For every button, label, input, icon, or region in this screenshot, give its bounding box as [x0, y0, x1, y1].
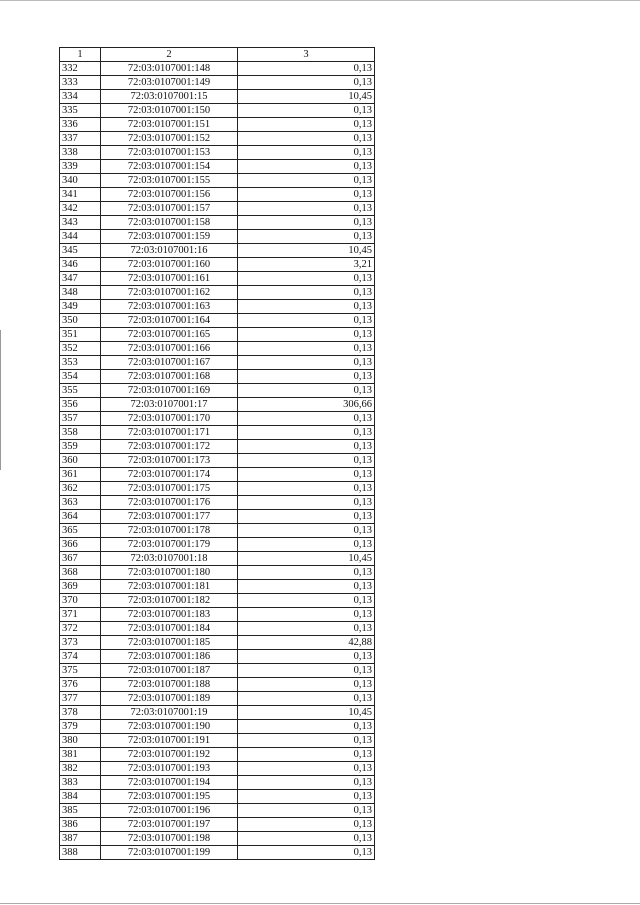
table-row: [60, 454, 375, 468]
cadastral-number: 72:03:0107001:148: [101, 62, 238, 76]
row-value: 0,13: [238, 748, 375, 762]
row-value: 10,45: [238, 706, 375, 720]
row-number: 340: [60, 174, 101, 188]
table-row: [60, 790, 375, 804]
row-number: 338: [60, 146, 101, 160]
row-number: 384: [60, 790, 101, 804]
row-value: 10,45: [238, 552, 375, 566]
row-number: 344: [60, 230, 101, 244]
row-number: 378: [60, 706, 101, 720]
row-number: 376: [60, 678, 101, 692]
row-value: 0,13: [238, 496, 375, 510]
row-number: 343: [60, 216, 101, 230]
cadastral-number: 72:03:0107001:185: [101, 636, 238, 650]
row-number: 365: [60, 524, 101, 538]
cadastral-number: 72:03:0107001:161: [101, 272, 238, 286]
row-value: 0,13: [238, 608, 375, 622]
cadastral-number: 72:03:0107001:162: [101, 286, 238, 300]
table-row: [60, 398, 375, 412]
cadastral-number: 72:03:0107001:155: [101, 174, 238, 188]
table-row: [60, 510, 375, 524]
row-value: 0,13: [238, 342, 375, 356]
row-value: 0,13: [238, 594, 375, 608]
table-row: [60, 300, 375, 314]
cadastral-number: 72:03:0107001:195: [101, 790, 238, 804]
row-value: 0,13: [238, 426, 375, 440]
table-row: [60, 482, 375, 496]
row-number: 351: [60, 328, 101, 342]
row-number: 348: [60, 286, 101, 300]
table-row: [60, 104, 375, 118]
row-value: 0,13: [238, 146, 375, 160]
row-number: 355: [60, 384, 101, 398]
table-row: [60, 552, 375, 566]
cadastral-number: 72:03:0107001:189: [101, 692, 238, 706]
row-number: 335: [60, 104, 101, 118]
table-row: [60, 748, 375, 762]
header-col-3: 3: [238, 48, 375, 62]
cadastral-number: 72:03:0107001:184: [101, 622, 238, 636]
row-number: 334: [60, 90, 101, 104]
table-row: [60, 90, 375, 104]
cadastral-number: 72:03:0107001:159: [101, 230, 238, 244]
cadastral-number: 72:03:0107001:181: [101, 580, 238, 594]
cadastral-number: 72:03:0107001:173: [101, 454, 238, 468]
scan-top-edge: [0, 0, 640, 1]
cadastral-number: 72:03:0107001:163: [101, 300, 238, 314]
table-row: [60, 244, 375, 258]
cadastral-number: 72:03:0107001:170: [101, 412, 238, 426]
row-number: 367: [60, 552, 101, 566]
cadastral-number: 72:03:0107001:167: [101, 356, 238, 370]
table-row: [60, 664, 375, 678]
table-row: [60, 384, 375, 398]
cadastral-number: 72:03:0107001:180: [101, 566, 238, 580]
row-value: 0,13: [238, 734, 375, 748]
cadastral-number: 72:03:0107001:196: [101, 804, 238, 818]
row-number: 339: [60, 160, 101, 174]
table-row: [60, 776, 375, 790]
cadastral-number: 72:03:0107001:15: [101, 90, 238, 104]
cadastral-number: 72:03:0107001:158: [101, 216, 238, 230]
table-row: [60, 762, 375, 776]
table-row: [60, 230, 375, 244]
table-row: [60, 678, 375, 692]
cadastral-number: 72:03:0107001:176: [101, 496, 238, 510]
table-row: [60, 258, 375, 272]
row-number: 360: [60, 454, 101, 468]
table-row: [60, 412, 375, 426]
cadastral-number: 72:03:0107001:190: [101, 720, 238, 734]
table-row: [60, 216, 375, 230]
table-row: [60, 160, 375, 174]
row-value: 0,13: [238, 216, 375, 230]
row-number: 382: [60, 762, 101, 776]
cadastral-number: 72:03:0107001:187: [101, 664, 238, 678]
row-number: 383: [60, 776, 101, 790]
table-row: [60, 118, 375, 132]
row-number: 359: [60, 440, 101, 454]
row-value: 0,13: [238, 510, 375, 524]
row-number: 387: [60, 832, 101, 846]
cadastral-number: 72:03:0107001:194: [101, 776, 238, 790]
table-row: [60, 202, 375, 216]
row-number: 353: [60, 356, 101, 370]
row-value: 0,13: [238, 692, 375, 706]
cadastral-number: 72:03:0107001:177: [101, 510, 238, 524]
row-number: 345: [60, 244, 101, 258]
row-value: 0,13: [238, 370, 375, 384]
cadastral-number: 72:03:0107001:193: [101, 762, 238, 776]
row-value: 0,13: [238, 720, 375, 734]
row-value: 0,13: [238, 104, 375, 118]
row-number: 366: [60, 538, 101, 552]
cadastral-number: 72:03:0107001:18: [101, 552, 238, 566]
cadastral-number: 72:03:0107001:152: [101, 132, 238, 146]
cadastral-number: 72:03:0107001:165: [101, 328, 238, 342]
row-value: 0,13: [238, 76, 375, 90]
cadastral-number: 72:03:0107001:160: [101, 258, 238, 272]
row-value: 0,13: [238, 678, 375, 692]
row-value: 0,13: [238, 202, 375, 216]
table-row: [60, 538, 375, 552]
row-number: 388: [60, 846, 101, 860]
cadastral-number: 72:03:0107001:157: [101, 202, 238, 216]
row-number: 375: [60, 664, 101, 678]
cadastral-number: 72:03:0107001:17: [101, 398, 238, 412]
row-value: 0,13: [238, 650, 375, 664]
table-row: [60, 440, 375, 454]
row-value: 0,13: [238, 790, 375, 804]
cadastral-number: 72:03:0107001:186: [101, 650, 238, 664]
row-value: 0,13: [238, 468, 375, 482]
table-row: [60, 566, 375, 580]
cadastral-number: 72:03:0107001:179: [101, 538, 238, 552]
table-row: [60, 342, 375, 356]
cadastral-number: 72:03:0107001:166: [101, 342, 238, 356]
row-value: 0,13: [238, 804, 375, 818]
table-row: [60, 62, 375, 76]
cadastral-number: 72:03:0107001:164: [101, 314, 238, 328]
table-row: [60, 524, 375, 538]
table-row: [60, 286, 375, 300]
cadastral-number: 72:03:0107001:171: [101, 426, 238, 440]
table-header-row: [60, 48, 375, 62]
row-number: 363: [60, 496, 101, 510]
cadastral-number: 72:03:0107001:149: [101, 76, 238, 90]
table-row: [60, 468, 375, 482]
cadastral-number: 72:03:0107001:191: [101, 734, 238, 748]
row-value: 0,13: [238, 272, 375, 286]
row-value: 0,13: [238, 832, 375, 846]
cadastral-number: 72:03:0107001:154: [101, 160, 238, 174]
row-value: 0,13: [238, 580, 375, 594]
row-value: 0,13: [238, 174, 375, 188]
row-value: 0,13: [238, 328, 375, 342]
row-number: 377: [60, 692, 101, 706]
row-number: 381: [60, 748, 101, 762]
table-row: [60, 146, 375, 160]
row-number: 332: [60, 62, 101, 76]
table-row: [60, 328, 375, 342]
cadastral-number: 72:03:0107001:178: [101, 524, 238, 538]
cadastral-number: 72:03:0107001:174: [101, 468, 238, 482]
row-value: 0,13: [238, 846, 375, 860]
row-value: 0,13: [238, 412, 375, 426]
row-number: 386: [60, 818, 101, 832]
row-value: 0,13: [238, 62, 375, 76]
row-value: 0,13: [238, 314, 375, 328]
table-row: [60, 636, 375, 650]
row-number: 336: [60, 118, 101, 132]
row-value: 10,45: [238, 244, 375, 258]
row-number: 372: [60, 622, 101, 636]
header-col-2: 2: [101, 48, 238, 62]
table-row: [60, 580, 375, 594]
table-row: [60, 426, 375, 440]
table-row: [60, 594, 375, 608]
table-row: [60, 804, 375, 818]
cadastral-number: 72:03:0107001:188: [101, 678, 238, 692]
row-value: 0,13: [238, 622, 375, 636]
cadastral-number: 72:03:0107001:183: [101, 608, 238, 622]
row-number: 354: [60, 370, 101, 384]
row-value: 0,13: [238, 160, 375, 174]
table-row: [60, 846, 375, 860]
row-value: 0,13: [238, 566, 375, 580]
row-value: 3,21: [238, 258, 375, 272]
table-row: [60, 314, 375, 328]
row-number: 373: [60, 636, 101, 650]
row-value: 0,13: [238, 286, 375, 300]
row-number: 342: [60, 202, 101, 216]
row-number: 369: [60, 580, 101, 594]
row-value: 0,13: [238, 818, 375, 832]
cadastral-number: 72:03:0107001:192: [101, 748, 238, 762]
row-number: 357: [60, 412, 101, 426]
row-number: 371: [60, 608, 101, 622]
row-number: 337: [60, 132, 101, 146]
row-value: 0,13: [238, 230, 375, 244]
cadastral-number: 72:03:0107001:16: [101, 244, 238, 258]
row-number: 341: [60, 188, 101, 202]
cadastral-number: 72:03:0107001:197: [101, 818, 238, 832]
cadastral-number: 72:03:0107001:156: [101, 188, 238, 202]
row-number: 349: [60, 300, 101, 314]
row-value: 0,13: [238, 356, 375, 370]
row-value: 306,66: [238, 398, 375, 412]
table-row: [60, 832, 375, 846]
cadastral-number: 72:03:0107001:172: [101, 440, 238, 454]
cadastral-number: 72:03:0107001:198: [101, 832, 238, 846]
cadastral-number: 72:03:0107001:168: [101, 370, 238, 384]
table-row: [60, 706, 375, 720]
row-number: 380: [60, 734, 101, 748]
cadastral-number: 72:03:0107001:153: [101, 146, 238, 160]
row-value: 0,13: [238, 440, 375, 454]
row-number: 350: [60, 314, 101, 328]
table-body: [60, 62, 375, 860]
table-row: [60, 174, 375, 188]
row-number: 358: [60, 426, 101, 440]
row-value: 0,13: [238, 132, 375, 146]
row-value: 0,13: [238, 454, 375, 468]
cadastral-table: [59, 47, 375, 860]
row-number: 385: [60, 804, 101, 818]
row-number: 347: [60, 272, 101, 286]
cadastral-number: 72:03:0107001:150: [101, 104, 238, 118]
row-value: 0,13: [238, 482, 375, 496]
row-value: 0,13: [238, 188, 375, 202]
row-value: 0,13: [238, 762, 375, 776]
row-number: 361: [60, 468, 101, 482]
table-row: [60, 622, 375, 636]
table-row: [60, 734, 375, 748]
table-row: [60, 188, 375, 202]
row-value: 10,45: [238, 90, 375, 104]
cadastral-number: 72:03:0107001:151: [101, 118, 238, 132]
row-value: 0,13: [238, 300, 375, 314]
row-value: 0,13: [238, 776, 375, 790]
table-row: [60, 496, 375, 510]
cadastral-number: 72:03:0107001:199: [101, 846, 238, 860]
row-value: 0,13: [238, 384, 375, 398]
row-number: 356: [60, 398, 101, 412]
table-row: [60, 356, 375, 370]
row-value: 0,13: [238, 664, 375, 678]
row-number: 364: [60, 510, 101, 524]
table-row: [60, 692, 375, 706]
table-row: [60, 818, 375, 832]
table-row: [60, 650, 375, 664]
cadastral-number: 72:03:0107001:175: [101, 482, 238, 496]
table-row: [60, 608, 375, 622]
scan-left-edge: [0, 330, 1, 470]
row-value: 0,13: [238, 118, 375, 132]
row-value: 0,13: [238, 524, 375, 538]
scan-bottom-edge: [0, 903, 640, 904]
row-number: 368: [60, 566, 101, 580]
row-value: 0,13: [238, 538, 375, 552]
table-row: [60, 132, 375, 146]
row-number: 362: [60, 482, 101, 496]
table-row: [60, 720, 375, 734]
row-number: 346: [60, 258, 101, 272]
row-number: 379: [60, 720, 101, 734]
cadastral-number: 72:03:0107001:182: [101, 594, 238, 608]
row-number: 374: [60, 650, 101, 664]
table-row: [60, 76, 375, 90]
cadastral-number: 72:03:0107001:169: [101, 384, 238, 398]
table-row: [60, 370, 375, 384]
header-col-1: 1: [60, 48, 101, 62]
row-number: 352: [60, 342, 101, 356]
row-number: 370: [60, 594, 101, 608]
cadastral-number: 72:03:0107001:19: [101, 706, 238, 720]
table-row: [60, 272, 375, 286]
row-number: 333: [60, 76, 101, 90]
row-value: 42,88: [238, 636, 375, 650]
